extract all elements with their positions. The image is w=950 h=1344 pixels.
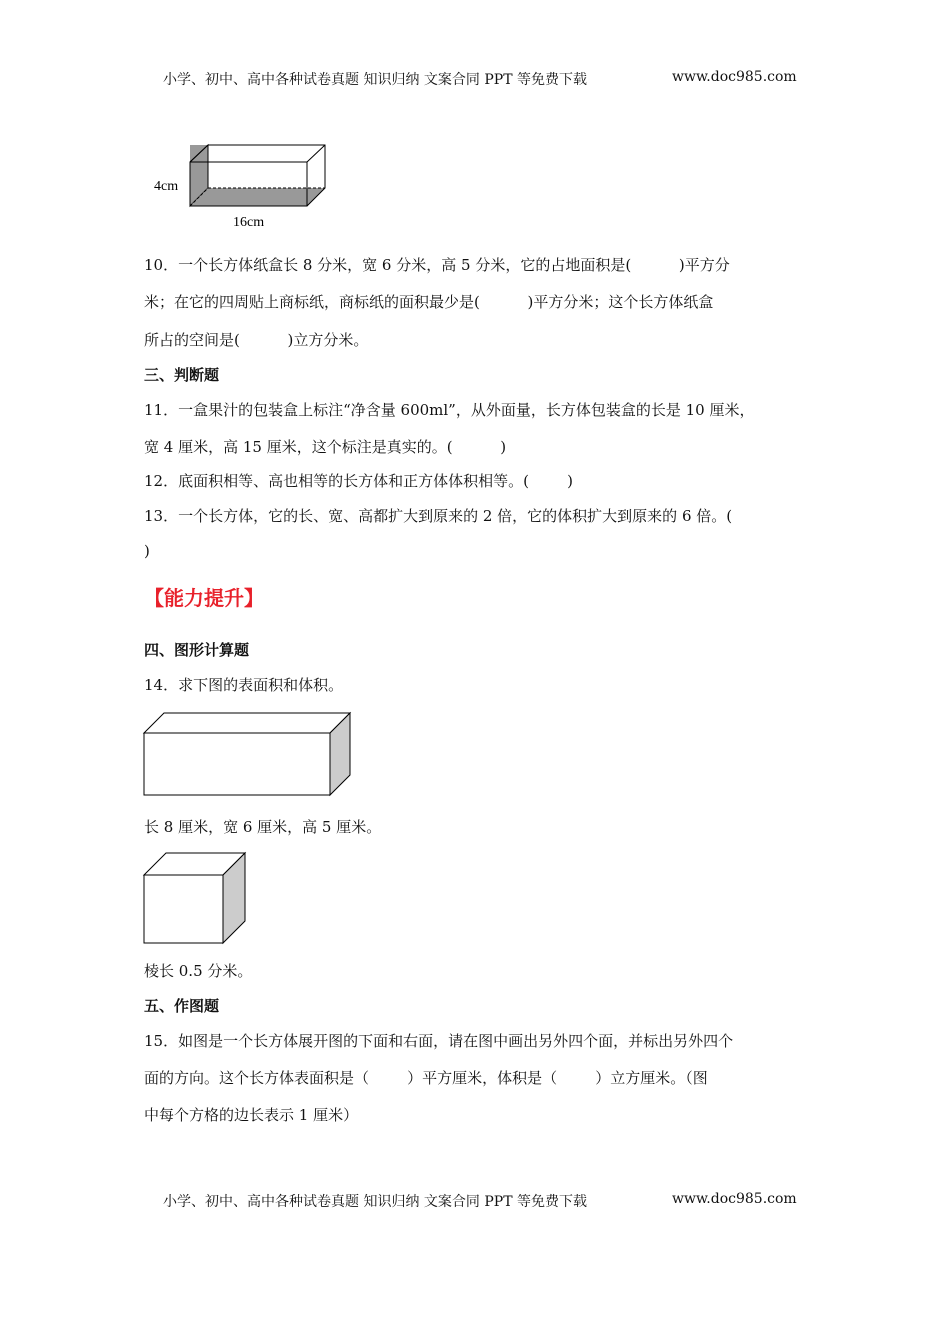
q14-dimensions: 长 8 厘米，宽 6 厘米，高 5 厘米。	[144, 818, 382, 836]
height-label: 4cm	[154, 179, 179, 194]
header-text: 小学、初中、高中各种试卷真题 知识归纳 文案合同 PPT 等免费下载	[163, 72, 587, 88]
q13-line2: )	[144, 542, 150, 560]
cuboid-figure-1	[150, 140, 340, 235]
header-url[interactable]: www.doc985.com	[672, 69, 797, 85]
q12: 12．底面积相等、高也相等的长方体和正方体体积相等。( )	[144, 472, 573, 490]
q15-line1: 15．如图是一个长方体展开图的下面和右面，请在图中画出另外四个面，并标出另外四个	[144, 1032, 734, 1050]
footer-url[interactable]: www.doc985.com	[672, 1191, 797, 1207]
cube-figure	[142, 851, 248, 945]
q15-line3: 中每个方格的边长表示 1 厘米）	[144, 1106, 359, 1124]
section-figure-calc: 四、图形计算题	[144, 641, 250, 659]
section-drawing: 五、作图题	[144, 997, 220, 1015]
q11-line2: 宽 4 厘米，高 15 厘米，这个标注是真实的。( )	[144, 438, 507, 456]
ability-title: 【能力提升】	[144, 586, 264, 610]
q10-line2: 米；在它的四周贴上商标纸，商标纸的面积最少是( )平方分米；这个长方体纸盒	[144, 293, 714, 311]
q15-line2: 面的方向。这个长方体表面积是（ ）平方厘米，体积是（ ）立方厘米。（图	[144, 1069, 708, 1087]
length-label: 16cm	[233, 215, 265, 230]
cuboid-figure-2	[142, 711, 354, 799]
section-judgment: 三、判断题	[144, 366, 220, 384]
q14: 14．求下图的表面积和体积。	[144, 676, 344, 694]
q10-line3: 所占的空间是( )立方分米。	[144, 331, 369, 349]
footer-text: 小学、初中、高中各种试卷真题 知识归纳 文案合同 PPT 等免费下载	[163, 1194, 587, 1210]
q14-edge-length: 棱长 0.5 分米。	[144, 962, 253, 980]
q11-line1: 11．一盒果汁的包装盒上标注“净含量 600ml”，从外面量，长方体包装盒的长是 10 厘米，	[144, 401, 755, 419]
q10-line1: 10．一个长方体纸盒长 8 分米，宽 6 分米，高 5 分米，它的占地面积是( )平方分	[144, 256, 730, 274]
q13-line1: 13．一个长方体，它的长、宽、高都扩大到原来的 2 倍，它的体积扩大到原来的 6 倍。(	[144, 507, 733, 525]
